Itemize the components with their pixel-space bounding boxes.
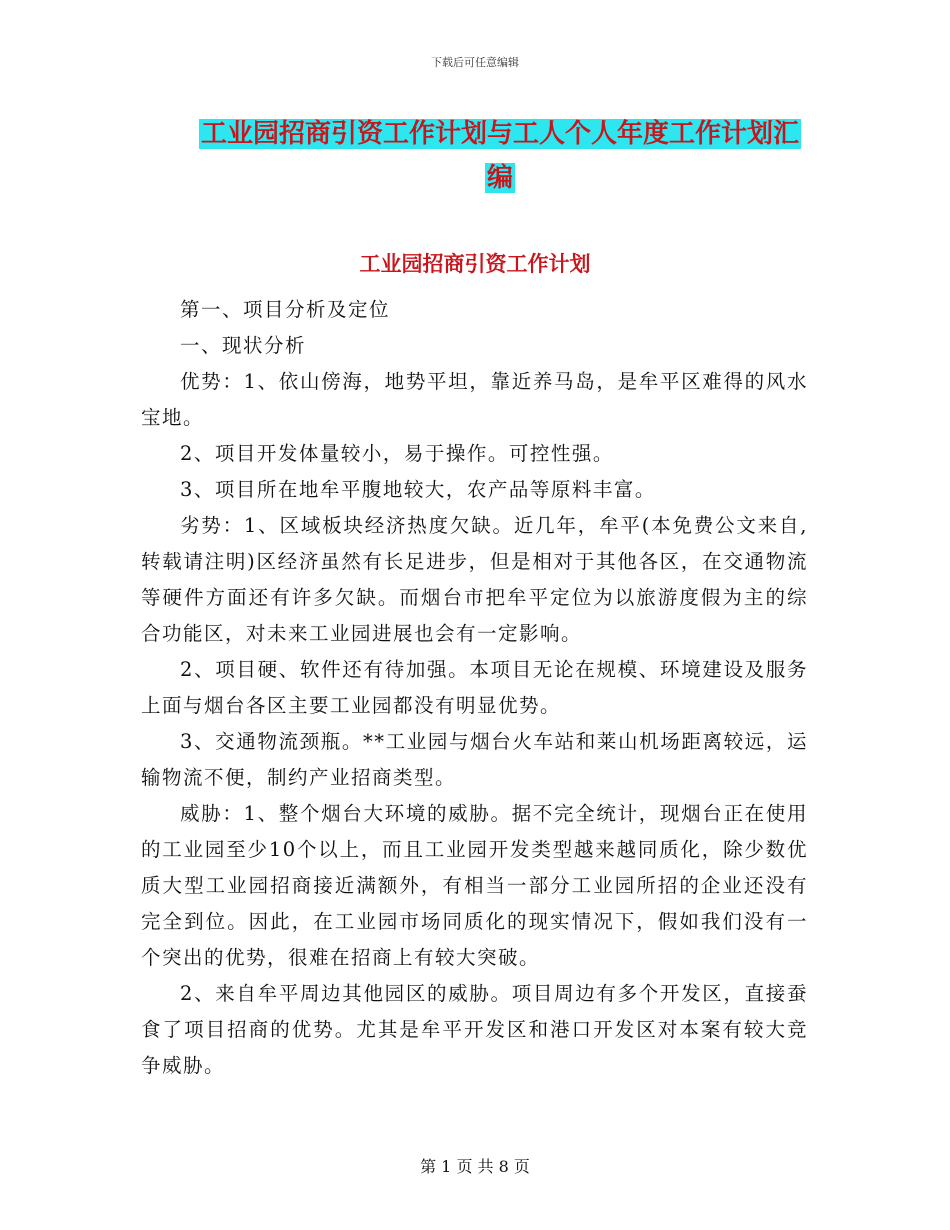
document-body (141, 292, 808, 1084)
paragraph: 劣势：1、区域板块经济热度欠缺。近几年，牟平(本免费公文来自,转载请注明)区经济虽然有长足进步，但是相对于其他各区，在交通物流等硬件方面还有许多欠缺。而烟台市把牟平定位为以旅游度假为主的综合功能区，对未来工业园进展也会有一定影响。 (141, 514, 808, 645)
document-title-line-1: 工业园招商引资工作计划与工人个人年度工作计划汇 (200, 119, 799, 149)
paragraph: 一、现状分析 (180, 334, 307, 357)
paragraph: 2、来自牟平周边其他园区的威胁。项目周边有多个开发区，直接蚕食了项目招商的优势。尤其是牟平开发区和港口开发区对本案有较大竞争威胁。 (141, 982, 808, 1077)
section-title: 工业园招商引资工作计划 (359, 251, 591, 276)
paragraph: 威胁：1、整个烟台大环境的威胁。据不完全统计，现烟台正在使用的工业园至少10个以上，而且工业园开发类型越来越同质化，除少数优质大型工业园招商接近满额外，有相当一部分工业园所招的企业还没有完全到位。因此，在工业园市场同质化的现实情况下，假如我们没有一个突出的优势，很难在招商上有较大突破。 (141, 802, 808, 969)
paragraph: 2、项目开发体量较小，易于操作。可控性强。 (180, 442, 614, 465)
paragraph: 3、交通物流颈瓶。**工业园与烟台火车站和莱山机场距离较远，运输物流不便，制约产业招商类型。 (141, 730, 808, 789)
paragraph: 第一、项目分析及定位 (180, 298, 391, 321)
paragraph: 优势：1、依山傍海，地势平坦，靠近养马岛，是牟平区难得的风水宝地。 (141, 370, 808, 429)
document-title-line-2: 编 (486, 163, 513, 193)
document-title (150, 112, 850, 200)
paragraph: 3、项目所在地牟平腹地较大，农产品等原料丰富。 (180, 478, 656, 501)
paragraph: 2、项目硬、软件还有待加强。本项目无论在规模、环境建设及服务上面与烟台各区主要工业园都没有明显优势。 (141, 658, 808, 717)
page-number-footer: 第 1 页 共 8 页 (420, 1157, 530, 1176)
header-note: 下载后可任意编辑 (431, 56, 519, 69)
